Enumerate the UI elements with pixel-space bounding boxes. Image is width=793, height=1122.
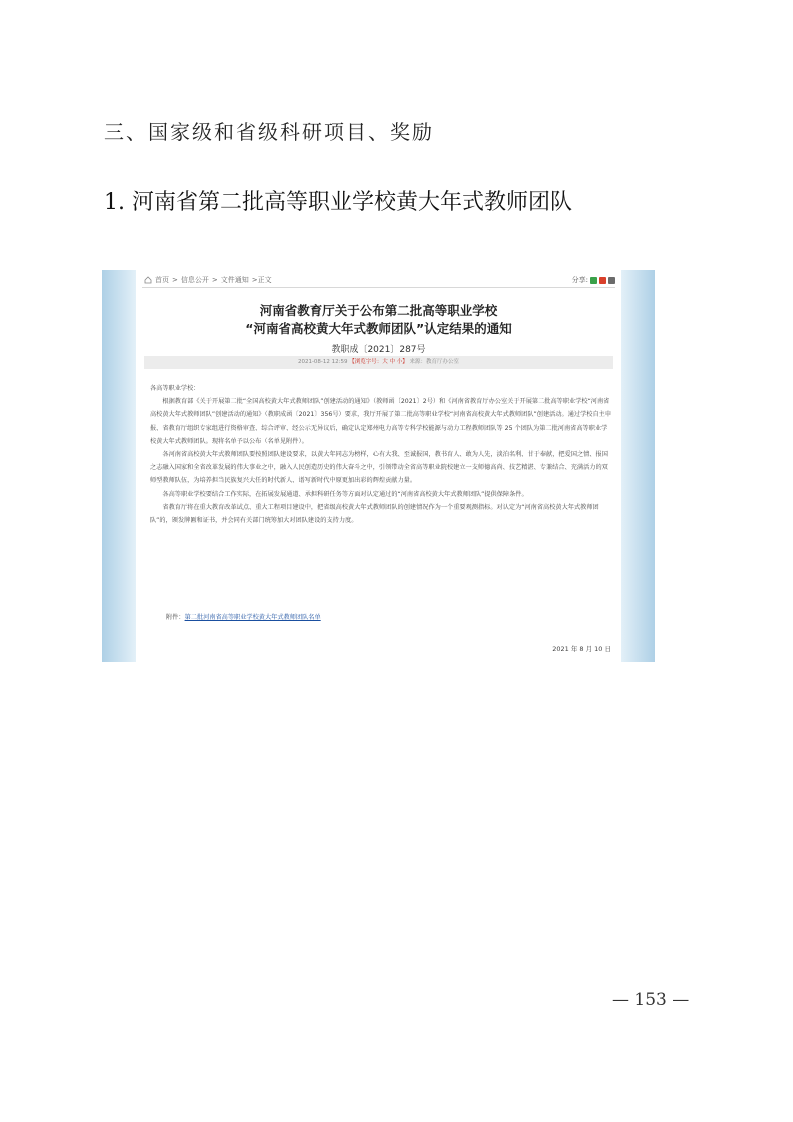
weibo-share-icon[interactable] (599, 277, 606, 284)
breadcrumb-separator: > (211, 276, 218, 284)
breadcrumb-current: >正文 (251, 276, 272, 284)
body-paragraph: 根据教育部《关于开展第二批“全国高校黄大年式教师团队”创建活动的通知》（教师函〔2021〕2号）和《河南省教育厅办公室关于开展第二批高等职业学校“河南省高校黄大年式教师团队”创建活动的通知》（教职成函〔2021〕356号）要求，我厅开展了第二批高等职业学校“河南省高校黄大年式教师团队”创建活动。通过学校自主申报、省教育厅组织专家组进行资格审查、综合评审、经公示无异议后，确定认定郑州电力高等专科学校能源与动力工程教师团队等 25 个团队为第二批河南省高等职业学校黄大年式教师团队。现将名单予以公布（名单见附件）。 (150, 398, 612, 445)
publish-date: 2021-08-12 12:59 (297, 359, 348, 365)
breadcrumb-info[interactable]: 信息公开 (180, 276, 209, 284)
share-bar (572, 275, 615, 285)
left-side-band (102, 270, 136, 662)
section-heading: 三、国家级和省级科研项目、奖励 (104, 120, 434, 144)
sub-heading: 1. 河南省第二批高等职业学校黄大年式教师团队 (104, 190, 572, 215)
body-paragraph: 各河南省高校黄大年式教师团队要按照团队建设要求，以黄大年同志为榜样，心有大我、至诚报国，教书育人、敢为人先，淡泊名利、甘于奉献，把爱国之情、报国之志融入国家和全省改革发展的伟大事业之中，融入人民创造历史的伟大奋斗之中，引领带动全省高等职业院校建立一支师德高尚、技艺精湛、专兼结合、充满活力的双师型教师队伍，为培养担当民族复兴大任的时代新人、谱写新时代中原更加出彩的辉煌贡献力量。 (150, 451, 608, 485)
page-number: — 153 — (612, 990, 690, 1010)
right-side-band (621, 270, 655, 662)
print-icon[interactable] (608, 277, 615, 284)
font-size-switch[interactable]: 【浏览字号：大 中 小】 (349, 359, 408, 365)
notice-title-line1: 河南省教育厅关于公布第二批高等职业学校 (259, 303, 498, 318)
breadcrumb-separator: > (172, 276, 178, 284)
breadcrumb-divider (142, 287, 615, 288)
home-icon[interactable] (144, 276, 152, 284)
attachment (166, 612, 321, 621)
notice-panel (136, 270, 621, 662)
document-number: 教职成〔2021〕287号 (331, 345, 426, 355)
breadcrumb-home[interactable]: 首页 (155, 276, 169, 284)
wechat-share-icon[interactable] (590, 277, 597, 284)
body-paragraph: 各高等职业学校要结合工作实际，在拓展发展通道、承担科研任务等方面对认定通过的“河南省高校黄大年式教师团队”提供保障条件。 (162, 490, 528, 498)
salutation: 各高等职业学校： (150, 385, 200, 392)
body-paragraph: 省教育厅将在重大教育改革试点、重大工程项目建设中，把省级高校黄大年式教师团队的创建情况作为一个重要观测指标。对认定为“河南省高校黄大年式教师团队”的，颁发牌匾和证书，并会同有关部门统筹加大对团队建设的支持力度。 (150, 503, 599, 525)
meta-bar (144, 356, 613, 369)
notice-body (150, 382, 613, 527)
breadcrumb (144, 275, 272, 285)
share-label: 分享: (571, 276, 588, 284)
attachment-link[interactable]: 第二批河南省高等职业学校黄大年式教师团队名单 (184, 614, 321, 621)
notice-title (136, 302, 621, 338)
notice-screenshot (102, 270, 655, 662)
source: 来源：教育厅办公室 (409, 359, 460, 365)
notice-date: 2021 年 8 月 10 日 (552, 645, 611, 653)
notice-title-line2: “河南省高校黄大年式教师团队”认定结果的通知 (245, 321, 512, 336)
breadcrumb-notices[interactable]: 文件通知 (220, 276, 249, 284)
attachment-label: 附件： (166, 614, 185, 621)
